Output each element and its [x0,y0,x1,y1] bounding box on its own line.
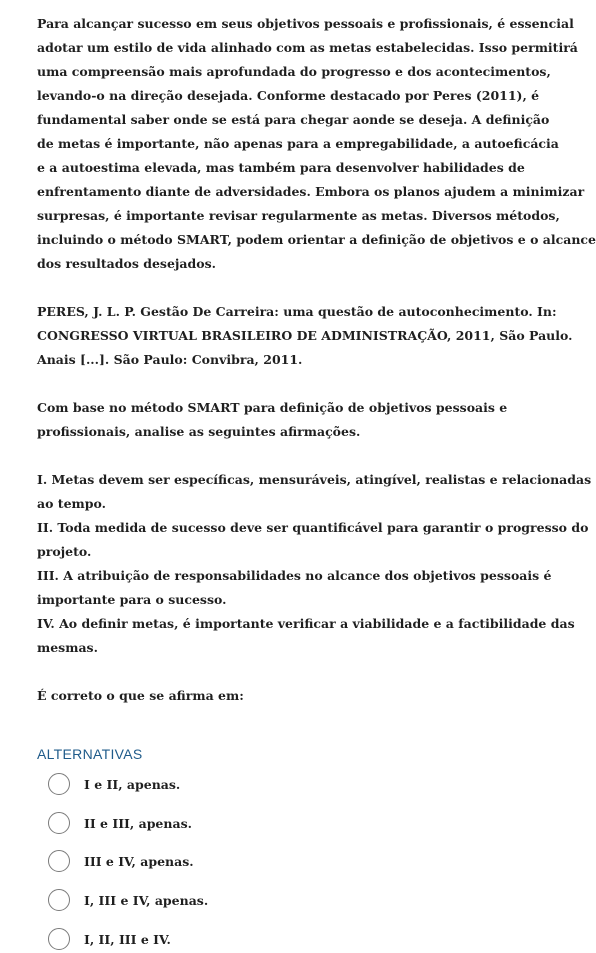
reference-line: Anais [...]. São Paulo: Convibra, 2011. [37,352,303,367]
alternative-option-b[interactable] [48,809,192,837]
statement-line: projeto. [37,544,92,559]
conclusion-paragraph [37,684,507,708]
intro-line: dos resultados desejados. [37,256,216,271]
reference-line: CONGRESSO VIRTUAL BRASILEIRO DE ADMINISTRAÇÃO, 2011, São Paulo. [37,328,573,343]
intro-line: Para alcançar sucesso em seus objetivos pessoais e profissionais, é essencial [37,16,574,31]
conclusion-line: É correto o que se afirma em: [37,688,244,703]
intro-line: enfrentamento diante de adversidades. Embora os planos ajudem a minimizar [37,184,585,199]
statements-paragraph [37,468,592,660]
intro-line: levando-o na direção desejada. Conforme destacado por Peres (2011), é [37,88,540,103]
alternatives-title: ALTERNATIVAS [37,746,143,762]
alternative-option-e[interactable] [48,925,171,953]
prompt-line: Com base no método SMART para definição de objetivos pessoais e [37,400,508,415]
intro-line: adotar um estilo de vida alinhado com as metas estabelecidas. Isso permitirá [37,40,578,55]
prompt-paragraph [37,396,507,444]
alternative-option-c[interactable] [48,847,194,875]
prompt-line: profissionais, analise as seguintes afirmações. [37,424,361,439]
intro-line: surpresas, é importante revisar regularmente as metas. Diversos métodos, [37,208,560,223]
intro-line: uma compreensão mais aprofundada do progresso e dos acontecimentos, [37,64,551,79]
reference-line: PERES, J. L. P. Gestão De Carreira: uma questão de autoconhecimento. In: [37,304,557,319]
radio-button-icon[interactable] [48,889,70,911]
statement-line: III. A atribuição de responsabilidades no alcance dos objetivos pessoais é [37,568,552,583]
alternative-label: III e IV, apenas. [84,853,194,869]
intro-line: fundamental saber onde se está para chegar aonde se deseja. A definição [37,112,550,127]
intro-line: incluindo o método SMART, podem orientar a definição de objetivos e o alcance [37,232,596,247]
radio-button-icon[interactable] [48,812,70,834]
intro-line: e a autoestima elevada, mas também para desenvolver habilidades de [37,160,525,175]
statement-line: importante para o sucesso. [37,592,227,607]
alternative-label: II e III, apenas. [84,815,192,831]
statement-line: IV. Ao definir metas, é importante verificar a viabilidade e a factibilidade das [37,616,575,631]
reference-paragraph [37,300,573,372]
alternative-label: I, II, III e IV. [84,931,171,947]
alternative-label: I e II, apenas. [84,776,181,792]
radio-button-icon[interactable] [48,850,70,872]
question-body [37,12,596,708]
statement-line: II. Toda medida de sucesso deve ser quantificável para garantir o progresso do [37,520,589,535]
alternative-option-d[interactable] [48,886,208,914]
radio-button-icon[interactable] [48,773,70,795]
radio-button-icon[interactable] [48,928,70,950]
intro-paragraph [37,12,596,276]
statement-line: ao tempo. [37,496,106,511]
alternative-option-a[interactable] [48,770,180,798]
statement-line: I. Metas devem ser específicas, mensuráveis, atingível, realistas e relacionadas [37,472,592,487]
intro-line: de metas é importante, não apenas para a empregabilidade, a autoeficácia [37,136,559,151]
statement-line: mesmas. [37,640,98,655]
alternative-label: I, III e IV, apenas. [84,892,209,908]
